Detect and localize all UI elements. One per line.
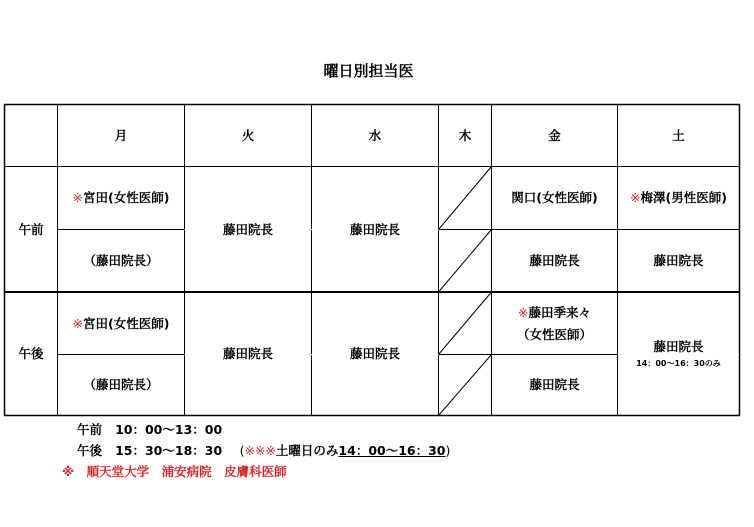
- header-day-fri: 金: [548, 127, 561, 143]
- doctor-name: 梅澤(男性医師): [640, 190, 727, 206]
- am-hours-time: 10：00～13：00: [115, 422, 223, 437]
- header-day-tue: 火: [241, 127, 255, 143]
- header-day-wed: 水: [368, 127, 382, 143]
- am-sat-top: [618, 167, 739, 229]
- thu-am-top-diagonal: [439, 167, 492, 230]
- am-hours-label: 午前: [77, 422, 103, 437]
- pm-tue: 藤田院長: [222, 346, 273, 362]
- am-fri-top: 関口(女性医師): [511, 190, 598, 206]
- thu-pm-top-diagonal: [439, 292, 492, 355]
- thu-am-bottom-diagonal: [439, 230, 492, 293]
- pm-mon-top: [58, 293, 184, 354]
- saturday-note-time: 14：00～16：30: [338, 443, 446, 458]
- pm-fri-top: [492, 293, 617, 354]
- pm-wed: 藤田院長: [349, 346, 400, 362]
- thu-pm-bottom-diagonal: [439, 355, 492, 416]
- saturday-note-marks: ※※※: [244, 443, 276, 458]
- pm-sat: [618, 293, 739, 415]
- header-day-sat: 土: [672, 127, 685, 143]
- period-label-am: 午前: [18, 221, 44, 237]
- pm-hours-line: [77, 441, 450, 459]
- am-tue: 藤田院長: [222, 221, 273, 237]
- page-title: 曜日別担当医: [323, 62, 414, 80]
- doctor-note: （女性医師）: [516, 326, 592, 342]
- doctor-name: 宮田(女性医師): [83, 190, 170, 206]
- period-label-pm: 午後: [18, 346, 44, 362]
- pm-hours-label: 午後: [77, 443, 103, 458]
- female-doctor-mark: ※: [72, 190, 84, 206]
- saturday-note-open: (: [239, 443, 245, 458]
- footnote: ※ 順天堂大学 浦安病院 皮膚科医師: [62, 464, 287, 479]
- hours-note: 14：00～16：30のみ: [636, 358, 721, 368]
- specialist-mark: ※: [518, 304, 529, 320]
- specialist-mark: ※: [630, 190, 641, 206]
- doctor-name: 宮田(女性医師): [83, 315, 170, 331]
- doctor-name: 藤田季来々: [528, 304, 591, 320]
- saturday-note-close: ): [445, 443, 451, 458]
- header-day-mon: 月: [114, 127, 128, 143]
- am-fri-bottom: 藤田院長: [529, 253, 580, 269]
- doctor-name: 藤田院長: [653, 339, 704, 355]
- am-mon-bottom: （藤田院長）: [83, 253, 159, 269]
- pm-hours-time: 15：30～18：30: [115, 443, 223, 458]
- female-doctor-mark: ※: [72, 315, 84, 331]
- pm-fri-bottom: 藤田院長: [529, 377, 580, 393]
- header-day-thu: 木: [458, 127, 472, 143]
- saturday-note-text: 土曜日のみ: [275, 443, 339, 458]
- am-wed: 藤田院長: [349, 221, 400, 237]
- am-mon-top: [58, 167, 184, 229]
- am-hours-line: [77, 420, 222, 438]
- am-sat-bottom: 藤田院長: [653, 253, 704, 269]
- pm-mon-bottom: （藤田院長）: [83, 377, 159, 393]
